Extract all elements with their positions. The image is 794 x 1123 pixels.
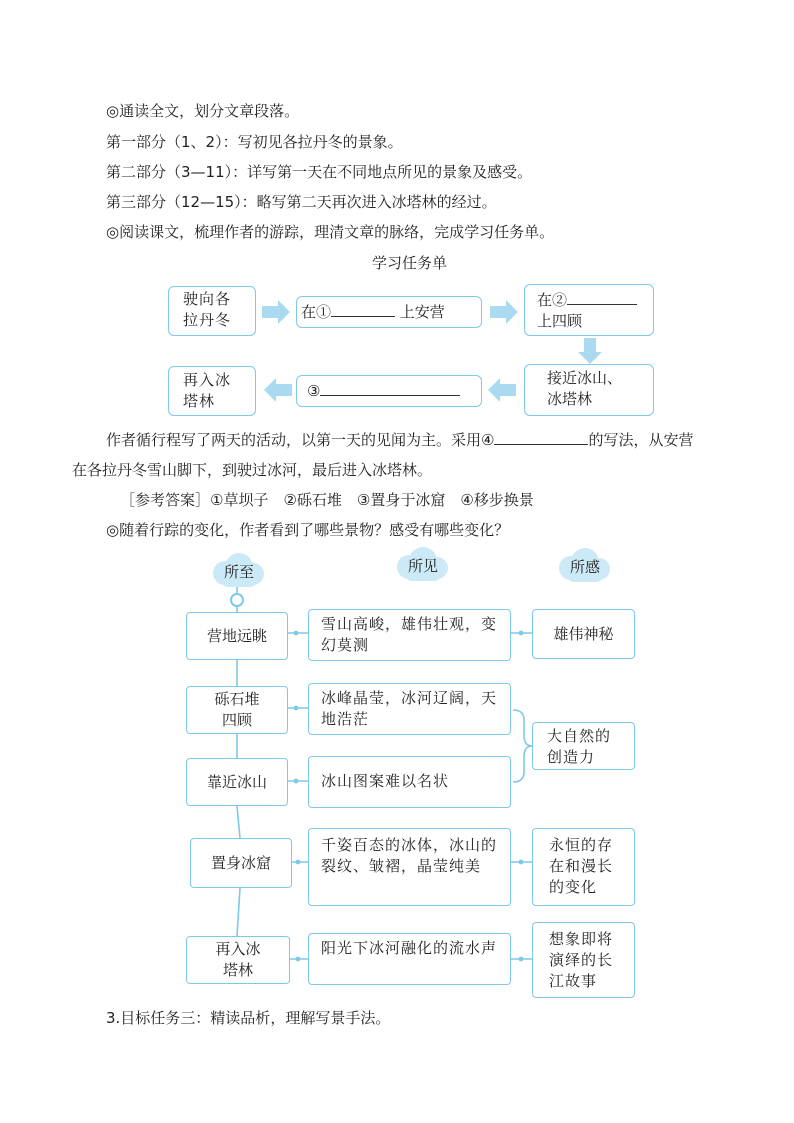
task-sheet-title: 学习任务单 xyxy=(372,254,448,272)
arrow-right-1 xyxy=(262,300,290,324)
task-box-5-text xyxy=(307,381,460,402)
sight-2: 冰峰晶莹，冰河辽阔，天地浩茫 xyxy=(308,683,511,735)
paragraph-line-2: 在各拉丹冬雪山脚下，到驶过冰河，最后进入冰塔林。 xyxy=(72,461,433,479)
sight-5: 阳光下冰河融化的流水声 xyxy=(308,933,511,985)
part-2: 第二部分（3—11）：详写第一天在不同地点所见的景象及感受。 xyxy=(106,163,533,181)
sight-1: 雪山高峻，雄伟壮观，变幻莫测 xyxy=(308,609,511,661)
task-box-1-text: 驶向各拉丹冬 xyxy=(183,290,232,329)
box-3-suffix: 上四顾 xyxy=(537,312,583,330)
feeling-3: 永恒的存在和漫长的变化 xyxy=(532,828,635,906)
task-box-2-text xyxy=(301,302,445,323)
sight-3: 冰山图案难以名状 xyxy=(308,756,511,808)
paragraph-part-1: 作者循行程写了两天的活动，以第一天的见闻为主。采用④ xyxy=(106,431,495,449)
arrow-left-1 xyxy=(488,378,516,402)
paragraph-part-2: 的写法，从安营 xyxy=(588,431,694,449)
box-5-prefix: ③ xyxy=(307,382,321,400)
question: ◎随着行踪的变化，作者看到了哪些景物？感受有哪些变化？ xyxy=(106,521,510,539)
feeling-4: 想象即将演绎的长江故事 xyxy=(532,922,635,998)
header-feeling: 所感 xyxy=(569,557,600,576)
intro-line-1: ◎通读全文，划分文章段落。 xyxy=(106,102,300,120)
feeling-1: 雄伟神秘 xyxy=(532,609,635,659)
paragraph-line-1 xyxy=(106,430,693,450)
pin-marker xyxy=(231,594,243,606)
arrow-right-2 xyxy=(490,300,518,324)
part-1: 第一部分（1、2）：写初见各拉丹冬的景象。 xyxy=(106,133,403,151)
arrow-left-2 xyxy=(264,378,292,402)
header-sight: 所见 xyxy=(407,556,438,575)
header-place: 所至 xyxy=(223,562,254,581)
task-box-4 xyxy=(524,364,654,416)
box-2-prefix: 在① xyxy=(301,303,332,321)
box-3-prefix: 在② xyxy=(537,291,568,309)
blank-2 xyxy=(567,290,637,305)
arrow-down-1 xyxy=(578,338,602,364)
task-box-5 xyxy=(296,375,482,407)
place-3: 靠近冰山 xyxy=(186,758,288,806)
place-5: 再入冰塔林 xyxy=(186,936,290,984)
blank-4 xyxy=(494,430,588,445)
place-2: 砾石堆四顾 xyxy=(186,686,288,734)
blank-3 xyxy=(320,381,460,396)
task-box-3-line-1 xyxy=(537,290,637,311)
feeling-2: 大自然的创造力 xyxy=(532,722,635,770)
sight-4: 千姿百态的冰体，冰山的裂纹、皱褶，晶莹纯美 xyxy=(308,828,511,906)
intro-line-5: ◎阅读课文，梳理作者的游踪，理清文章的脉络，完成学习任务单。 xyxy=(106,223,555,241)
task-box-2 xyxy=(296,296,482,328)
task-box-3 xyxy=(524,284,654,336)
place-4: 置身冰窟 xyxy=(190,838,292,888)
task-box-6 xyxy=(168,366,256,416)
task-box-6-text: 再入冰塔林 xyxy=(183,371,232,410)
part-3: 第三部分（12—15）：略写第二天再次进入冰塔林的经过。 xyxy=(106,193,497,211)
box-2-suffix: 上安营 xyxy=(399,303,445,321)
task-box-1 xyxy=(168,286,256,336)
task-box-4-text: 接近冰山、冰塔林 xyxy=(547,369,623,408)
place-1: 营地远眺 xyxy=(186,612,288,660)
blank-1 xyxy=(331,302,395,317)
target-task-3: 3.目标任务三：精读品析，理解写景手法。 xyxy=(106,1009,391,1027)
reference-answer: ［参考答案］①草坝子 ②砾石堆 ③置身于冰窟 ④移步换景 xyxy=(120,491,534,509)
